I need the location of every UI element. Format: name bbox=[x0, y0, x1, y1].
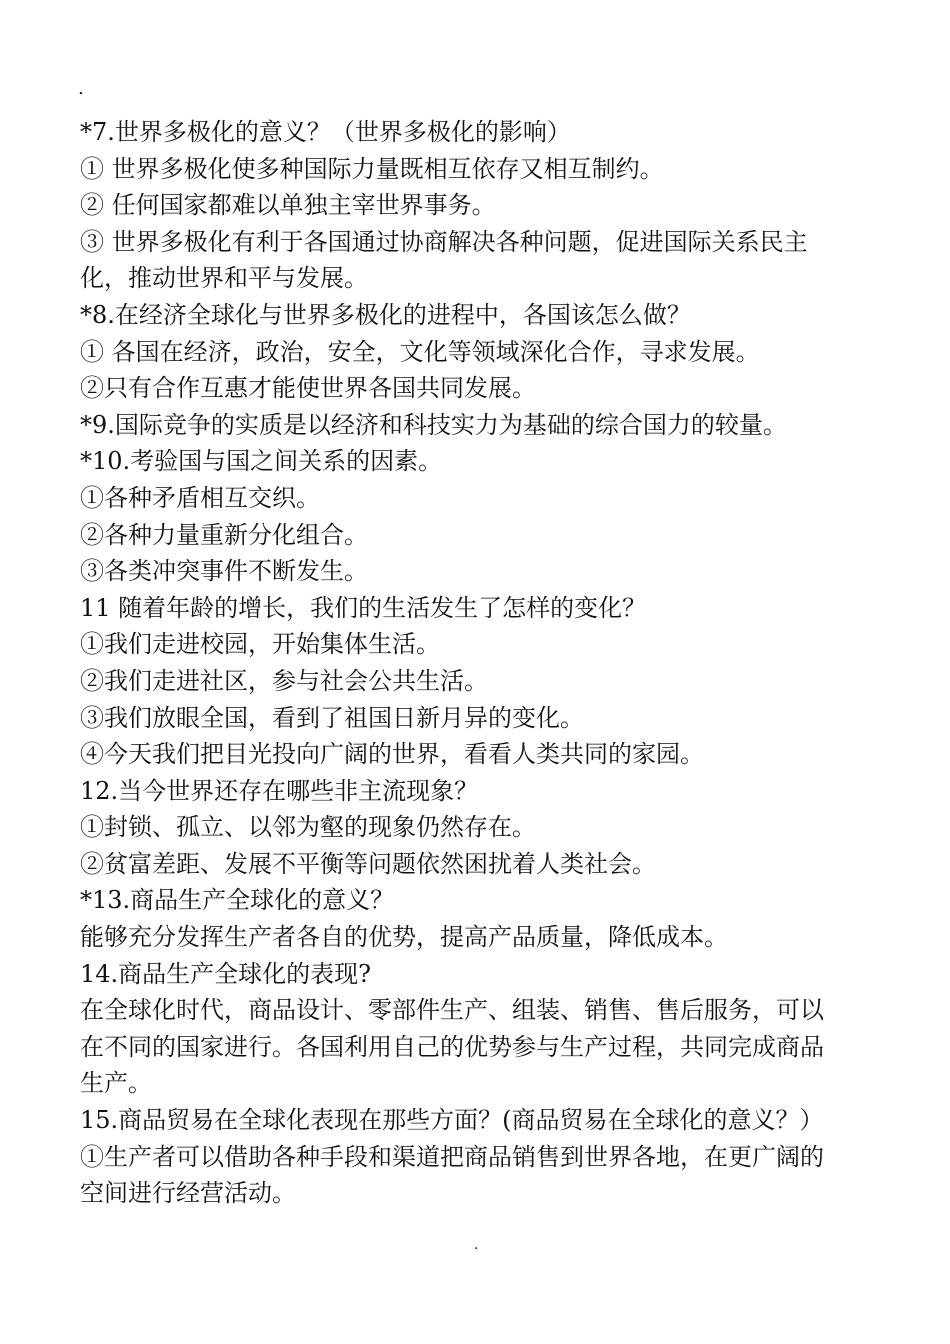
text-line: ①封锁、孤立、以邻为壑的现象仍然存在。 bbox=[80, 813, 536, 842]
text-line: ②只有合作互惠才能使世界各国共同发展。 bbox=[80, 374, 536, 403]
text-line: ③我们放眼全国，看到了祖国日新月异的变化。 bbox=[80, 703, 584, 732]
document-body bbox=[80, 114, 875, 1212]
header-mark: . bbox=[78, 78, 84, 99]
text-line-q9-title: *9.国际竞争的实质是以经济和科技实力为基础的综合国力的较量。 bbox=[80, 410, 787, 439]
text-line: ③ 世界多极化有利于各国通过协商解决各种问题，促进国际关系民主 bbox=[80, 227, 808, 256]
text-line: ② 任何国家都难以单独主宰世界事务。 bbox=[80, 191, 496, 220]
text-line: ③各类冲突事件不断发生。 bbox=[80, 557, 368, 586]
text-line-q12-title: 12.当今世界还存在哪些非主流现象？ bbox=[80, 776, 479, 805]
text-line: ① 世界多极化使多种国际力量既相互依存又相互制约。 bbox=[80, 154, 664, 183]
text-line-q8-title: *8.在经济全球化与世界多极化的进程中，各国该怎么做？ bbox=[80, 300, 691, 329]
text-line: 在全球化时代，商品设计、零部件生产、组装、销售、售后服务，可以 bbox=[80, 996, 824, 1025]
text-line-q7-title: *7.世界多极化的意义？（世界多极化的影响） bbox=[80, 118, 571, 146]
text-line: 化，推动世界和平与发展。 bbox=[80, 264, 368, 293]
text-line: ②贫富差距、发展不平衡等问题依然困扰着人类社会。 bbox=[80, 849, 656, 878]
text-line-q11-title: 11 随着年龄的增长，我们的生活发生了怎样的变化？ bbox=[80, 593, 647, 622]
text-line-q15-title: 15.商品贸易在全球化表现在那些方面？(商品贸易在全球化的意义？） bbox=[80, 1106, 824, 1135]
text-line: ②我们走进社区，参与社会公共生活。 bbox=[80, 666, 488, 695]
text-line: 生产。 bbox=[80, 1069, 152, 1098]
text-line: 空间进行经营活动。 bbox=[80, 1179, 296, 1208]
text-line: ① 各国在经济，政治，安全，文化等领域深化合作，寻求发展。 bbox=[80, 337, 760, 366]
text-line-q10-title: *10.考验国与国之间关系的因素。 bbox=[80, 447, 443, 476]
text-line: 能够充分发挥生产者各自的优势，提高产品质量，降低成本。 bbox=[80, 923, 728, 952]
text-line: ②各种力量重新分化组合。 bbox=[80, 520, 368, 549]
text-line-q14-title: 14.商品生产全球化的表现? bbox=[80, 959, 372, 988]
text-line: ①我们走进校园，开始集体生活。 bbox=[80, 630, 440, 659]
text-line: ①生产者可以借助各种手段和渠道把商品销售到世界各地，在更广阔的 bbox=[80, 1142, 824, 1171]
text-line: ①各种矛盾相互交织。 bbox=[80, 483, 320, 512]
text-line: ④今天我们把目光投向广阔的世界，看看人类共同的家园。 bbox=[80, 740, 704, 769]
footer-mark: . bbox=[474, 1237, 479, 1253]
text-line-q13-title: *13.商品生产全球化的意义？ bbox=[80, 886, 395, 915]
text-line: 在不同的国家进行。各国利用自己的优势参与生产过程，共同完成商品 bbox=[80, 1032, 824, 1061]
